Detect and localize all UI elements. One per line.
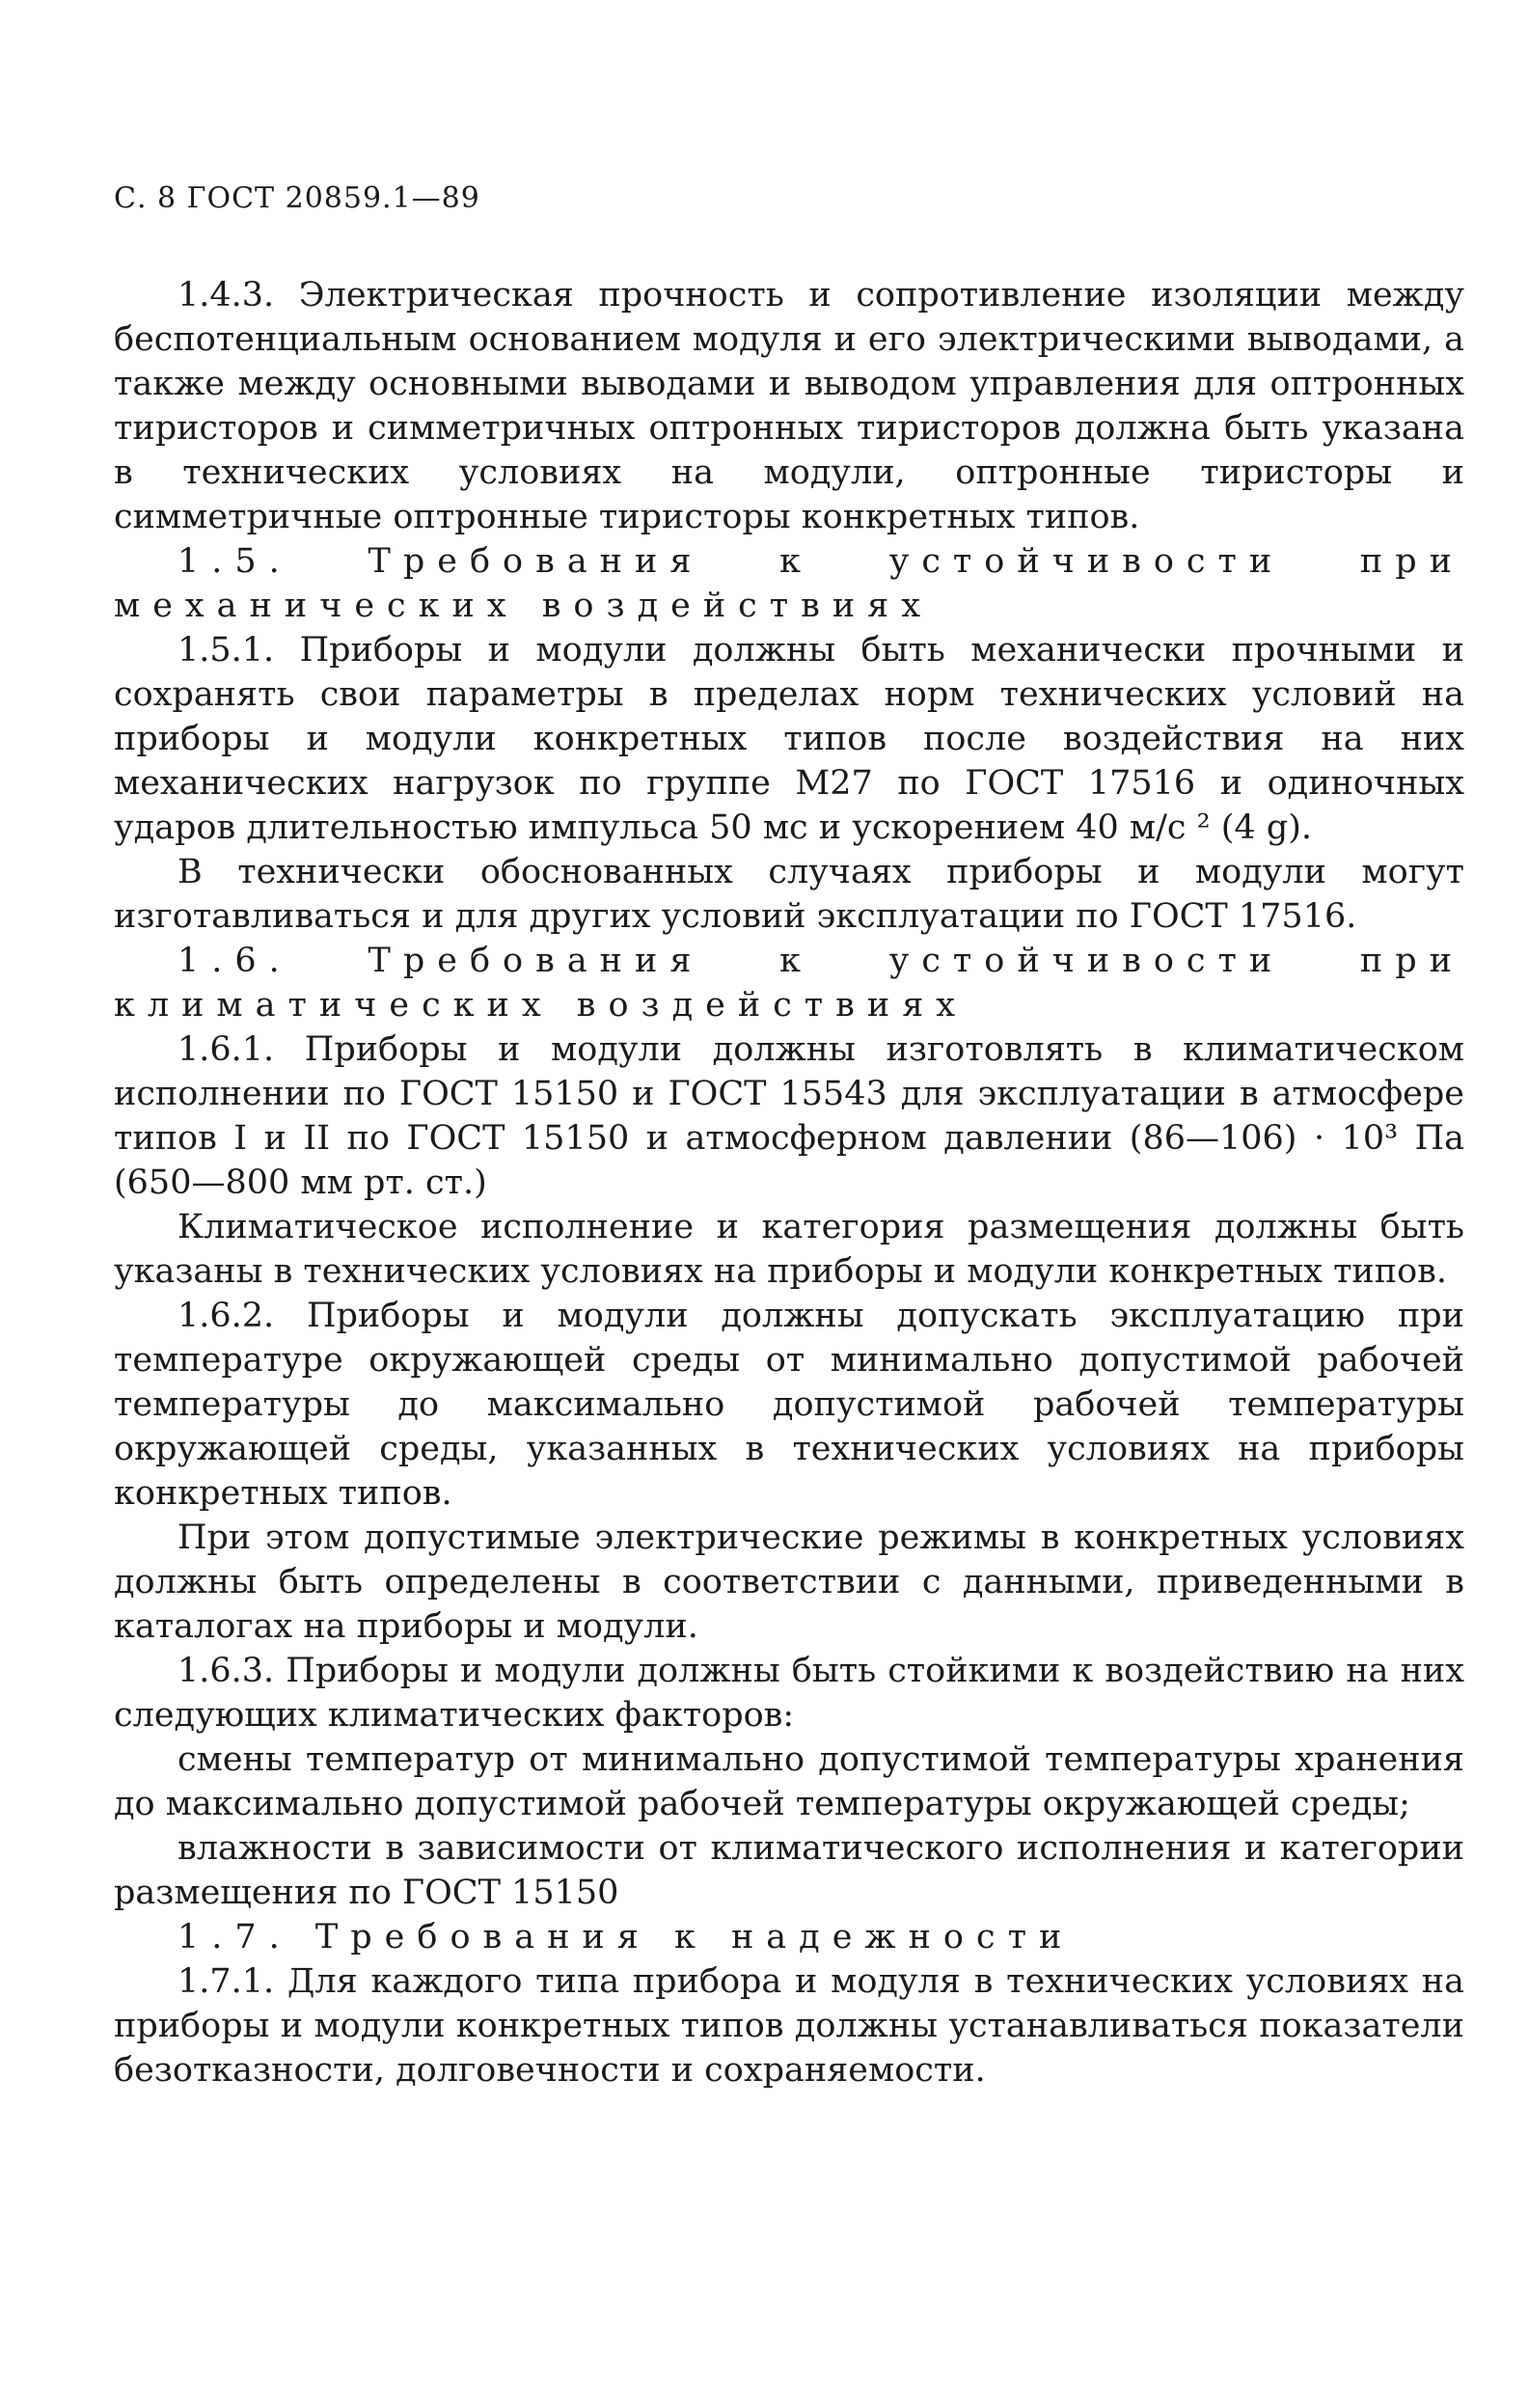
heading-1-6: 1.6. Требования к устойчивости при климатических воздействиях (114, 942, 1464, 1025)
list-item-humidity: влажности в зависимости от климатического исполнения и категории размещения по ГОСТ 15150 (114, 1829, 1464, 1912)
paragraph-1-5-1-note: В технически обоснованных случаях приборы и модули могут изготавливаться и для других условий эксплуатации по ГОСТ 17516. (114, 853, 1464, 936)
clause-1-6-1: 1.6.1. Приборы и модули должны изготовлять в климатическом исполнении по ГОСТ 15150 и ГОСТ 15543 для эксплуатации в атмосфере типов I и II по ГОСТ 15150 и атмосферном давлении (86—106) · 10³ Па (650—800 мм рт. ст.) (114, 1030, 1464, 1202)
clause-1-6-2: 1.6.2. Приборы и модули должны допускать эксплуатацию при температуре окружающей среды от минимально допустимой рабочей температуры до максимально допустимой рабочей температуры окружающей среды, указанных в технических условиях на приборы конкретных типов. (114, 1297, 1464, 1513)
clause-1-4-3: 1.4.3. Электрическая прочность и сопротивление изоляции между беспотенциальным основанием модуля и его электрическими выводами, а также между основными выводами и выводом управления для оптронных тиристоров и симметричных оптронных тиристоров должна быть указана в технических условиях на модули, оптронные тиристоры и симметричные оптронные тиристоры конкретных типов. (114, 276, 1464, 536)
heading-1-5: 1.5. Требования к устойчивости при механических воздействиях (114, 542, 1464, 625)
clause-1-6-3: 1.6.3. Приборы и модули должны быть стойкими к воздействию на них следующих климатических факторов: (114, 1652, 1464, 1735)
paragraph-climatic-execution: Климатическое исполнение и категория размещения должны быть указаны в технических условиях на приборы и модули конкретных типов. (114, 1208, 1464, 1291)
heading-1-7: 1.7. Требования к надежности (177, 1918, 1075, 1956)
page-header: С. 8 ГОСТ 20859.1—89 (114, 181, 480, 215)
document-page (114, 181, 1464, 2093)
paragraph-electrical-modes: При этом допустимые электрические режимы в конкретных условиях должны быть определены в соответствии с данными, приведенными в каталогах на приборы и модули. (114, 1519, 1464, 1646)
clause-1-7-1: 1.7.1. Для каждого типа прибора и модуля в технических условиях на приборы и модули конкретных типов должны устанавливаться показатели безотказности, долговечности и сохраняемости. (114, 1962, 1464, 2090)
list-item-temperature-change: смены температур от минимально допустимой температуры хранения до максимально допустимой рабочей температуры окружающей среды; (114, 1740, 1464, 1823)
clause-1-5-1: 1.5.1. Приборы и модули должны быть механически прочными и сохранять свои параметры в пределах норм технических условий на приборы и модули конкретных типов после воздействия на них механических нагрузок по группе М27 по ГОСТ 17516 и одиночных ударов длительностью импульса 50 мс и ускорением 40 м/с ² (4 g). (114, 631, 1464, 847)
